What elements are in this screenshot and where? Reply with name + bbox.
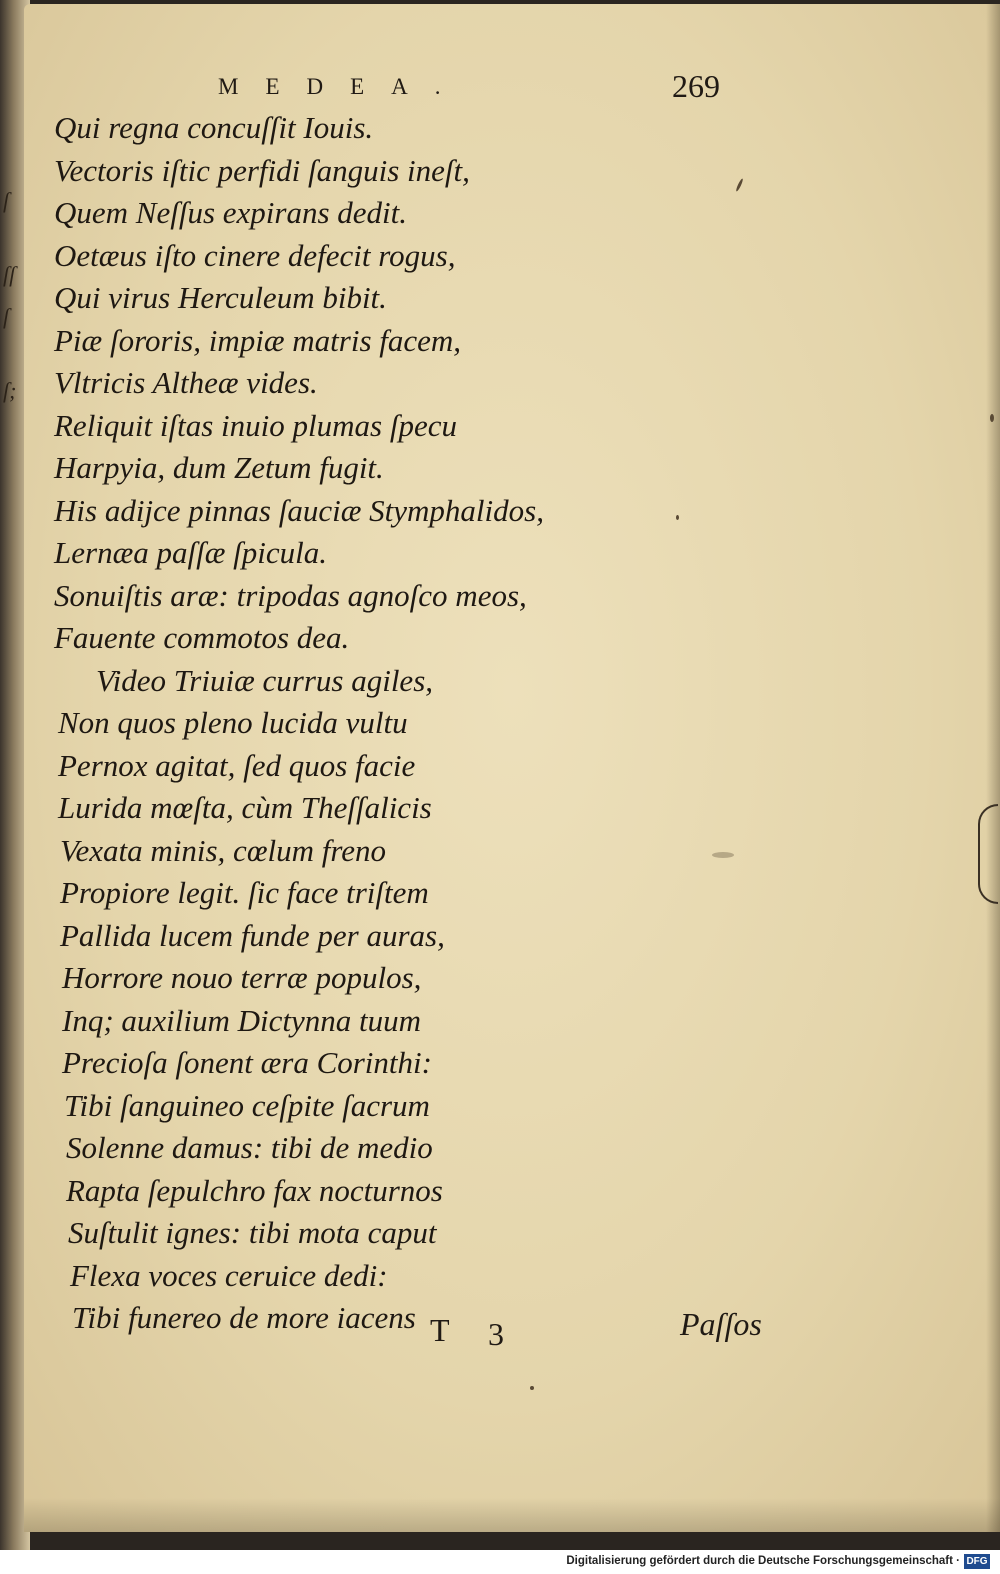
verse-line: Pernox agitat, ſed quos facie [58,748,416,783]
verse-line: Lernæa paſſæ ſpicula. [54,535,327,570]
signature-letter: T [430,1312,452,1348]
ink-speck [990,414,994,422]
verse-line: Suſtulit ignes: tibi mota caput [68,1215,437,1250]
verse-line: Sonuiſtis aræ: tripodas agnoſco meos, [54,578,527,613]
verse-line: Horrore nouo terræ populos, [62,960,422,995]
verse-line: Tibi funereo de more iacens [72,1300,416,1335]
verse-line: Rapta ſepulchro fax nocturnos [66,1173,443,1208]
ink-speck [530,1386,534,1390]
verse-line: Tibi ſanguineo ceſpite ſacrum [64,1088,430,1123]
verse-line: Solenne damus: tibi de medio [66,1130,433,1165]
page-bottom-shadow [24,1498,1000,1532]
verse-line: Precioſa ſonent æra Corinthi: [62,1045,432,1080]
ink-speck [712,852,734,858]
page-number: 269 [672,68,720,104]
page-edge-shadow [986,4,1000,1532]
gutter-mark: ſ [3,304,10,329]
gutter-mark: ſ [3,188,10,213]
verse-line: Fauente commotos dea. [54,620,350,655]
signature-number: 3 [488,1316,504,1352]
verse-line: Harpyia, dum Zetum fugit. [54,450,384,485]
verse-line: Flexa voces ceruice dedi: [70,1258,388,1293]
verse-line: Inq; auxilium Dictynna tuum [62,1003,422,1038]
catchword: Paſſos [680,1306,762,1342]
verse-line: Vexata minis, cœlum freno [60,833,387,868]
verse-line: Oetæus iſto cinere defecit rogus, [54,238,456,273]
footer-credit: Digitalisierung gefördert durch die Deutsche Forschungsgemeinschaft · [566,1555,960,1567]
verse-line: Video Triuiæ currus agiles, [96,663,434,698]
verse-line: Vltricis Altheæ vides. [54,365,318,400]
verse-line: Piæ ſororis, impiæ matris facem, [54,323,462,358]
gutter-mark: ſſ [3,262,16,287]
gutter-mark: ſ; [3,378,17,403]
digitization-footer [0,1550,1000,1574]
running-head: MEDEA. [218,74,468,99]
verse-line: Non quos pleno lucida vultu [58,705,408,740]
verse-line: Pallida lucem funde per auras, [60,918,445,953]
verse-line: Vectoris iſtic perfidi ſanguis ineſt, [54,153,470,188]
verse-line: Lurida mœſta, cùm Theſſalicis [58,790,432,825]
verse-line: Propiore legit. ſic face triſtem [60,875,429,910]
dfg-logo: DFG [964,1554,990,1569]
verse-line: His adijce pinnas ſauciæ Stymphalidos, [54,493,544,528]
ink-speck [676,515,679,520]
verse-line: Reliquit iſtas inuio plumas ſpecu [54,408,457,443]
verse-line: Qui virus Herculeum bibit. [54,280,387,315]
verse-line: Qui regna concuſſit Iouis. [54,110,374,145]
clasp-shadow [978,804,998,904]
verse-line: Quem Neſſus expirans dedit. [54,195,408,230]
